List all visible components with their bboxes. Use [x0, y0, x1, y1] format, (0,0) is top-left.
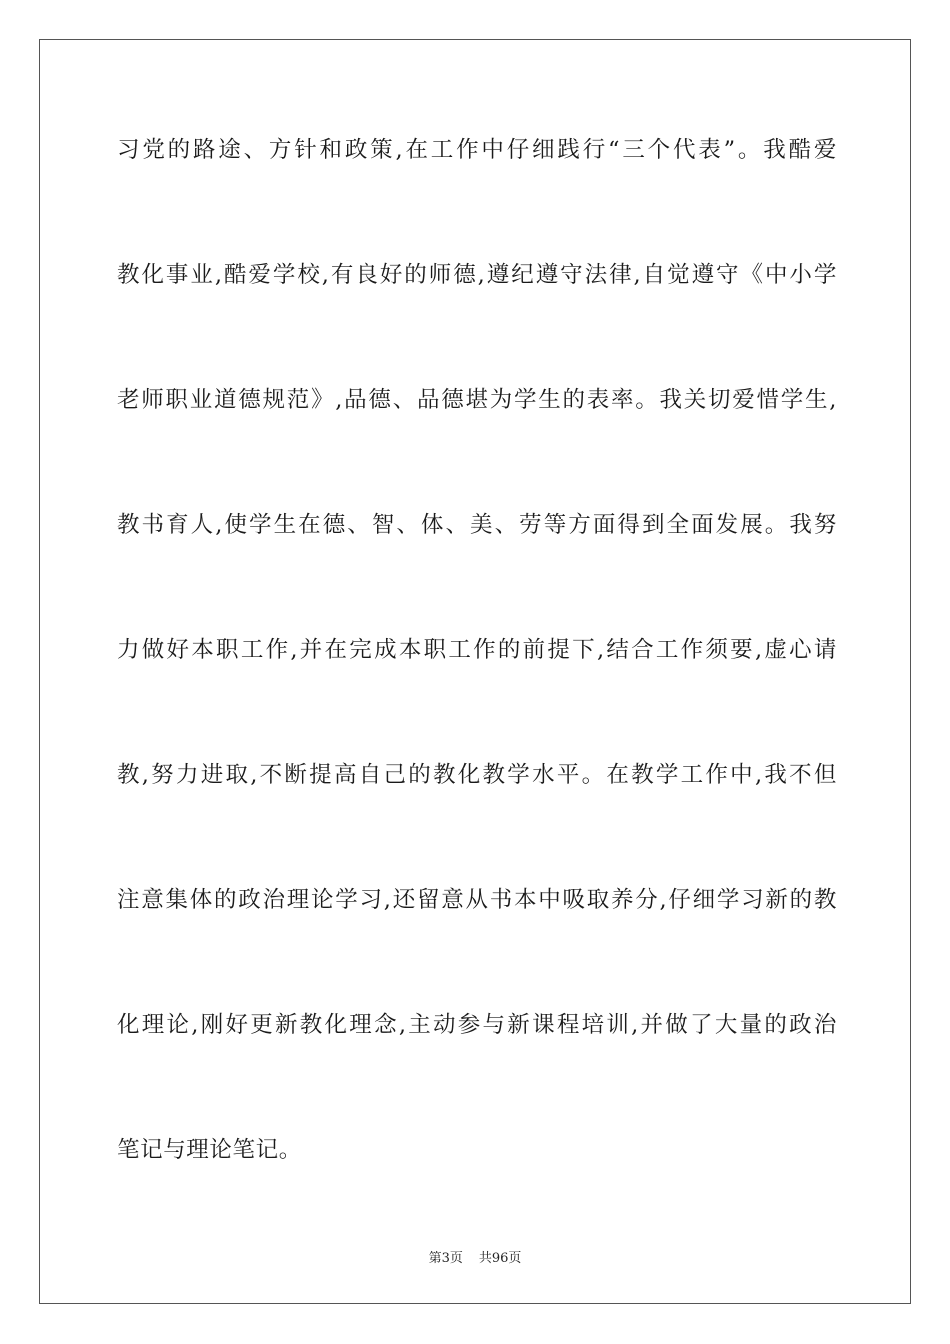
- page-number: 第3页: [428, 1251, 463, 1266]
- paragraph-line: 化理论,刚好更新教化理念,主动参与新课程培训,并做了大量的政治: [117, 1012, 837, 1038]
- paragraph-line: 力做好本职工作,并在完成本职工作的前提下,结合工作须要,虚心请: [117, 637, 837, 663]
- page-footer: [0, 1247, 950, 1266]
- paragraph-line: 教化事业,酷爱学校,有良好的师德,遵纪遵守法律,自觉遵守《中小学: [117, 262, 837, 288]
- document-body: [117, 130, 837, 1255]
- paragraph-line-last: 笔记与理论笔记。: [117, 1137, 302, 1163]
- paragraph-line: 习党的路途、方针和政策,在工作中仔细践行“三个代表”。我酷爱: [117, 137, 837, 163]
- total-pages: 共96页: [478, 1251, 522, 1266]
- paragraph-line: 老师职业道德规范》,品德、品德堪为学生的表率。我关切爱惜学生,: [117, 387, 837, 413]
- paragraph-line: 注意集体的政治理论学习,还留意从书本中吸取养分,仔细学习新的教: [117, 887, 837, 913]
- paragraph-line: 教,努力进取,不断提高自己的教化教学水平。在教学工作中,我不但: [117, 762, 837, 788]
- paragraph-line: 教书育人,使学生在德、智、体、美、劳等方面得到全面发展。我努: [117, 512, 837, 538]
